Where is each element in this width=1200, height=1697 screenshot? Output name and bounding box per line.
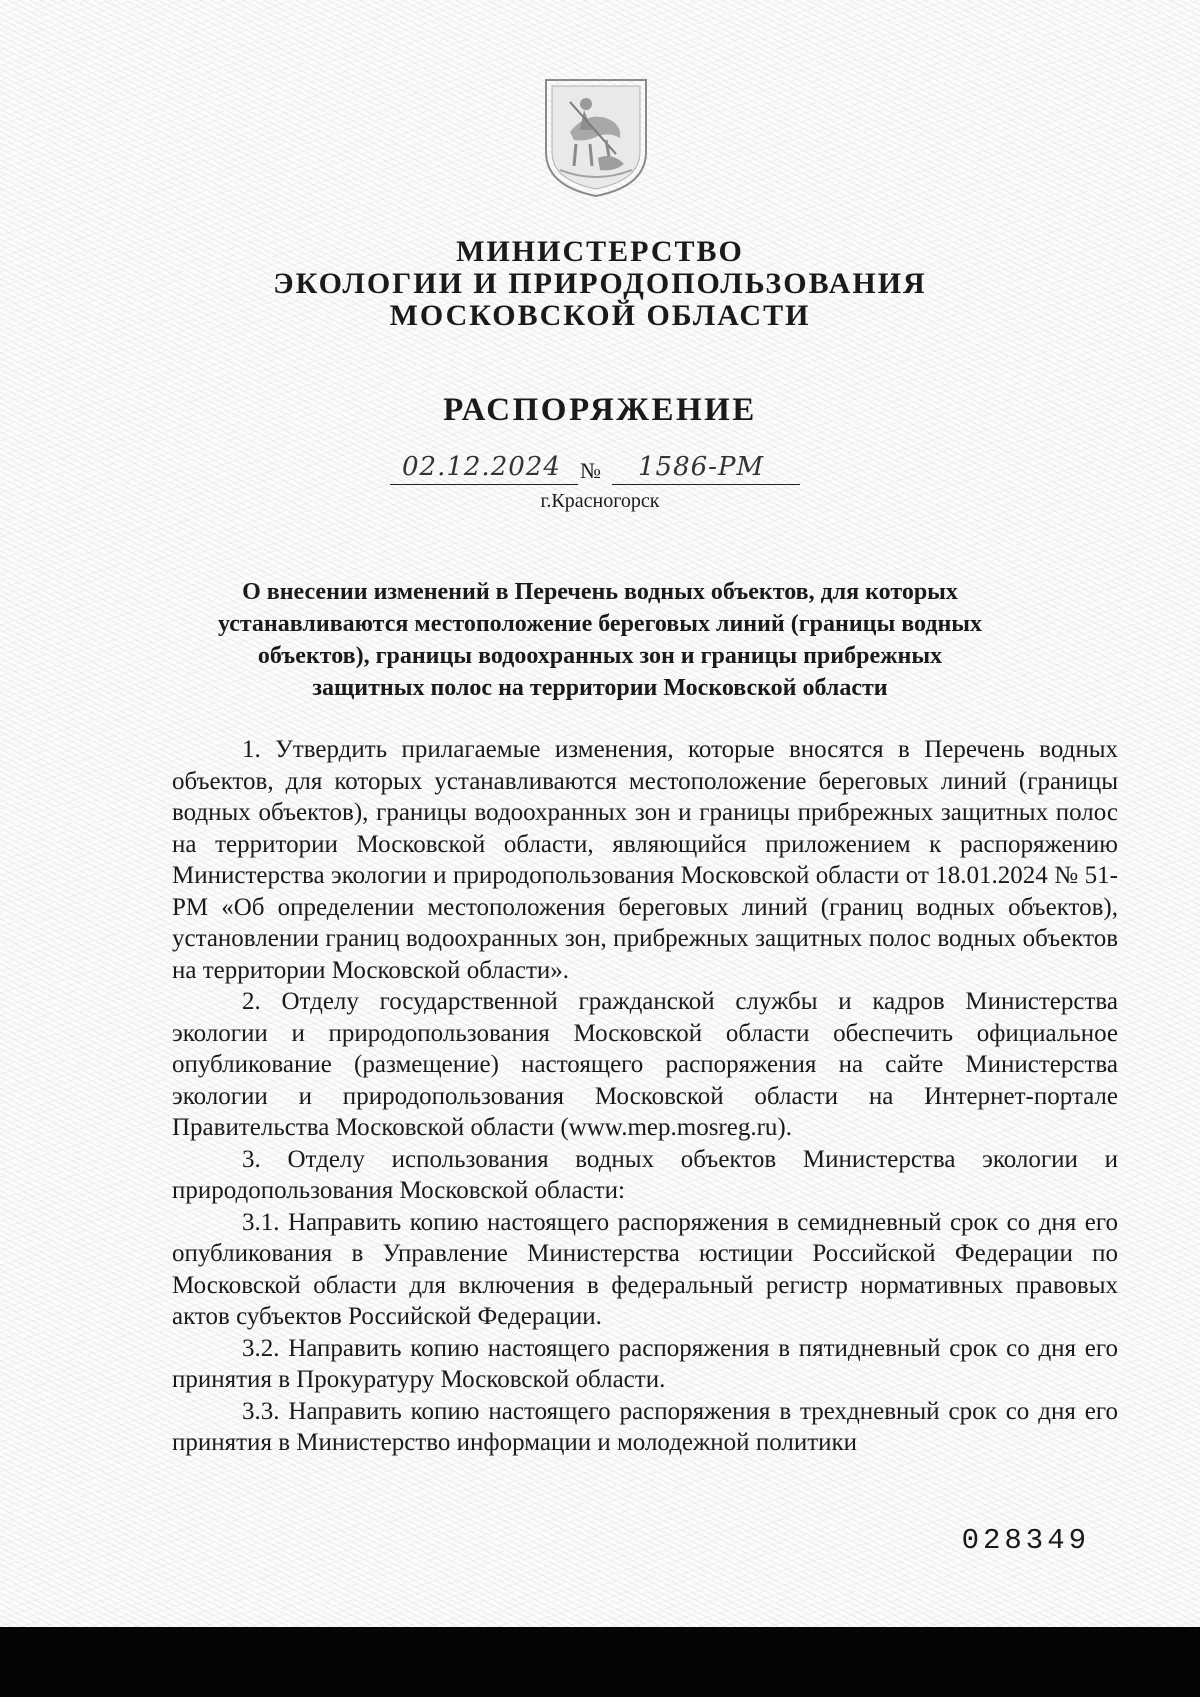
scan-bottom-edge (0, 1627, 1200, 1697)
paragraph-1: 1. Утвердить прилагаемые изменения, которые вносятся в Перечень водных объектов, для которых устанавливаются местоположение береговых линий (границы водных объектов), границы водоохранных зон и границы прибрежных защитных полос на территории Московской области, являющийся приложением к распоряжению Министерства экологии и природопользования Московской области от 18.01.2024 № 51-РМ «Об определении местоположения береговых линий (границ водных объектов), установлении границ водоохранных зон, прибрежных защитных полос водных объектов на территории Московской области». (172, 736, 1118, 984)
ministry-line-3: МОСКОВСКОЙ ОБЛАСТИ (389, 299, 811, 332)
paragraph-3: 3. Отделу использования водных объектов Министерства экологии и природопользования Московской области: (172, 1145, 1118, 1204)
document-body (172, 734, 1118, 1459)
ministry-line-2: ЭКОЛОГИИ И ПРИРОДОПОЛЬЗОВАНИЯ (273, 267, 927, 300)
paragraph-3-1: 3.1. Направить копию настоящего распоряжения в семидневный срок со дня его опубликования в Управление Министерства юстиции Российской Федерации по Московской области для включения в федеральный регистр нормативных правовых актов субъектов Российской Федерации. (172, 1208, 1118, 1330)
number-sign: № (580, 458, 601, 483)
ministry-name (0, 236, 1200, 332)
paragraph-2: 2. Отделу государственной гражданской службы и кадров Министерства экологии и природопользования Московской области обеспечить официальное опубликование (размещение) настоящего распоряжения на сайте Министерства экологии и природопользования Московской области на Интернет-портале Правительства Московской области (www.mep.mosreg.ru). (172, 988, 1118, 1141)
paragraph-3-2: 3.2. Направить копию настоящего распоряжения в пятидневный срок со дня его принятия в Прокуратуру Московской области. (172, 1334, 1118, 1393)
number-underline (612, 484, 800, 485)
subject-line-4: защитных полос на территории Московской области (312, 675, 888, 701)
document-type-title: РАСПОРЯЖЕНИЕ (443, 392, 757, 428)
subject-line-2: устанавливаются местоположение береговых линий (границы водных (217, 611, 983, 637)
handwritten-number: 1586-РМ (638, 452, 765, 482)
subject-line-3: объектов), границы водоохранных зон и границы прибрежных (257, 643, 943, 669)
paragraph-3-3: 3.3. Направить копию настоящего распоряжения в трехдневный срок со дня его принятия в Министерство информации и молодежной политики (172, 1397, 1118, 1456)
dateline (390, 452, 800, 486)
subject-line-1: О внесении изменений в Перечень водных объектов, для которых (242, 579, 958, 605)
document-subject (0, 576, 1200, 704)
coat-of-arms-icon (540, 74, 652, 200)
handwritten-date: 02.12.2024 (402, 452, 561, 482)
city-label: г.Красногорск (540, 490, 660, 512)
date-underline (390, 484, 578, 485)
ministry-line-1: МИНИСТЕРСТВО (456, 235, 744, 268)
serial-number: 028349 (961, 1524, 1090, 1557)
